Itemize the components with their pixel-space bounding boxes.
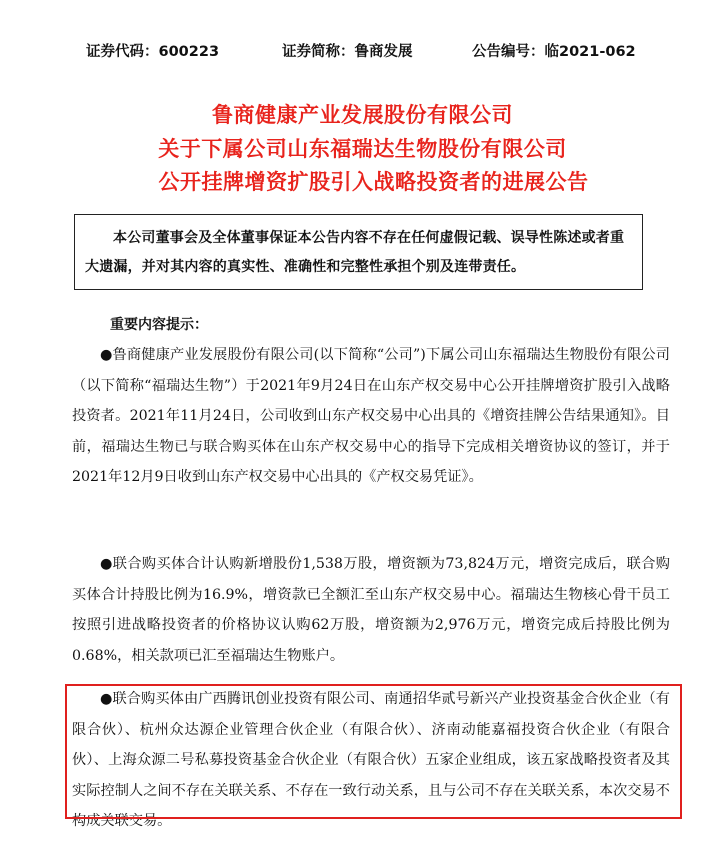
red-highlight-box xyxy=(65,684,682,819)
announcement-number: 公告编号：临2021-062 xyxy=(472,44,636,60)
document-header xyxy=(0,40,725,64)
paragraph-1: ●鲁商健康产业发展股份有限公司(以下简称“公司”)下属公司山东福瑞达生物股份有限公司（以下简称“福瑞达生物”）于2021年9月24日在山东产权交易中心公开挂牌增资扩股引入战略投资者。2021年11月24日，公司收到山东产权交易中心出具的《增资挂牌公告结果通知》。目前，福瑞达生物已与联合购买体在山东产权交易中心的指导下完成相关增资协议的签订，并于2021年12月9日收到山东产权交易中心出具的《产权交易凭证》。 xyxy=(72,347,670,485)
paragraph-2: ●联合购买体合计认购新增股份1,538万股，增资额为73,824万元，增资完成后，联合购买体合计持股比例为16.9%，增资款已全额汇至山东产权交易中心。福瑞达生物核心骨干员工按照引进战略投资者的价格协议认购62万股，增资额为2,976万元，增资完成后持股比例为0.68%，相关款项已汇至福瑞达生物账户。 xyxy=(72,556,670,664)
title-line-1: 鲁商健康产业发展股份有限公司 xyxy=(212,103,513,127)
title-line-3: 公开挂牌增资扩股引入战略投资者的进展公告 xyxy=(158,170,589,194)
title-line-2: 关于下属公司山东福瑞达生物股份有限公司 xyxy=(158,137,567,161)
stock-code: 证券代码：600223 xyxy=(86,44,220,60)
disclaimer-box: 本公司董事会及全体董事保证本公告内容不存在任何虚假记载、误导性陈述或者重大遗漏，并对其内容的真实性、准确性和完整性承担个别及连带责任。 xyxy=(74,214,643,290)
paragraph-3: ●联合购买体由广西腾讯创业投资有限公司、南通招华贰号新兴产业投资基金合伙企业（有限合伙）、杭州众达源企业管理合伙企业（有限合伙）、济南动能嘉福投资合伙企业（有限合伙）、上海众源二号私募投资基金合伙企业（有限合伙）五家企业组成，该五家战略投资者及其实际控制人之间不存在关联关系、不存在一致行动关系，且与公司不存在关联关系，本次交易不构成关联交易。 xyxy=(72,691,670,829)
stock-abbreviation: 证券简称：鲁商发展 xyxy=(282,44,413,60)
highlights-heading: 重要内容提示： xyxy=(110,317,208,333)
